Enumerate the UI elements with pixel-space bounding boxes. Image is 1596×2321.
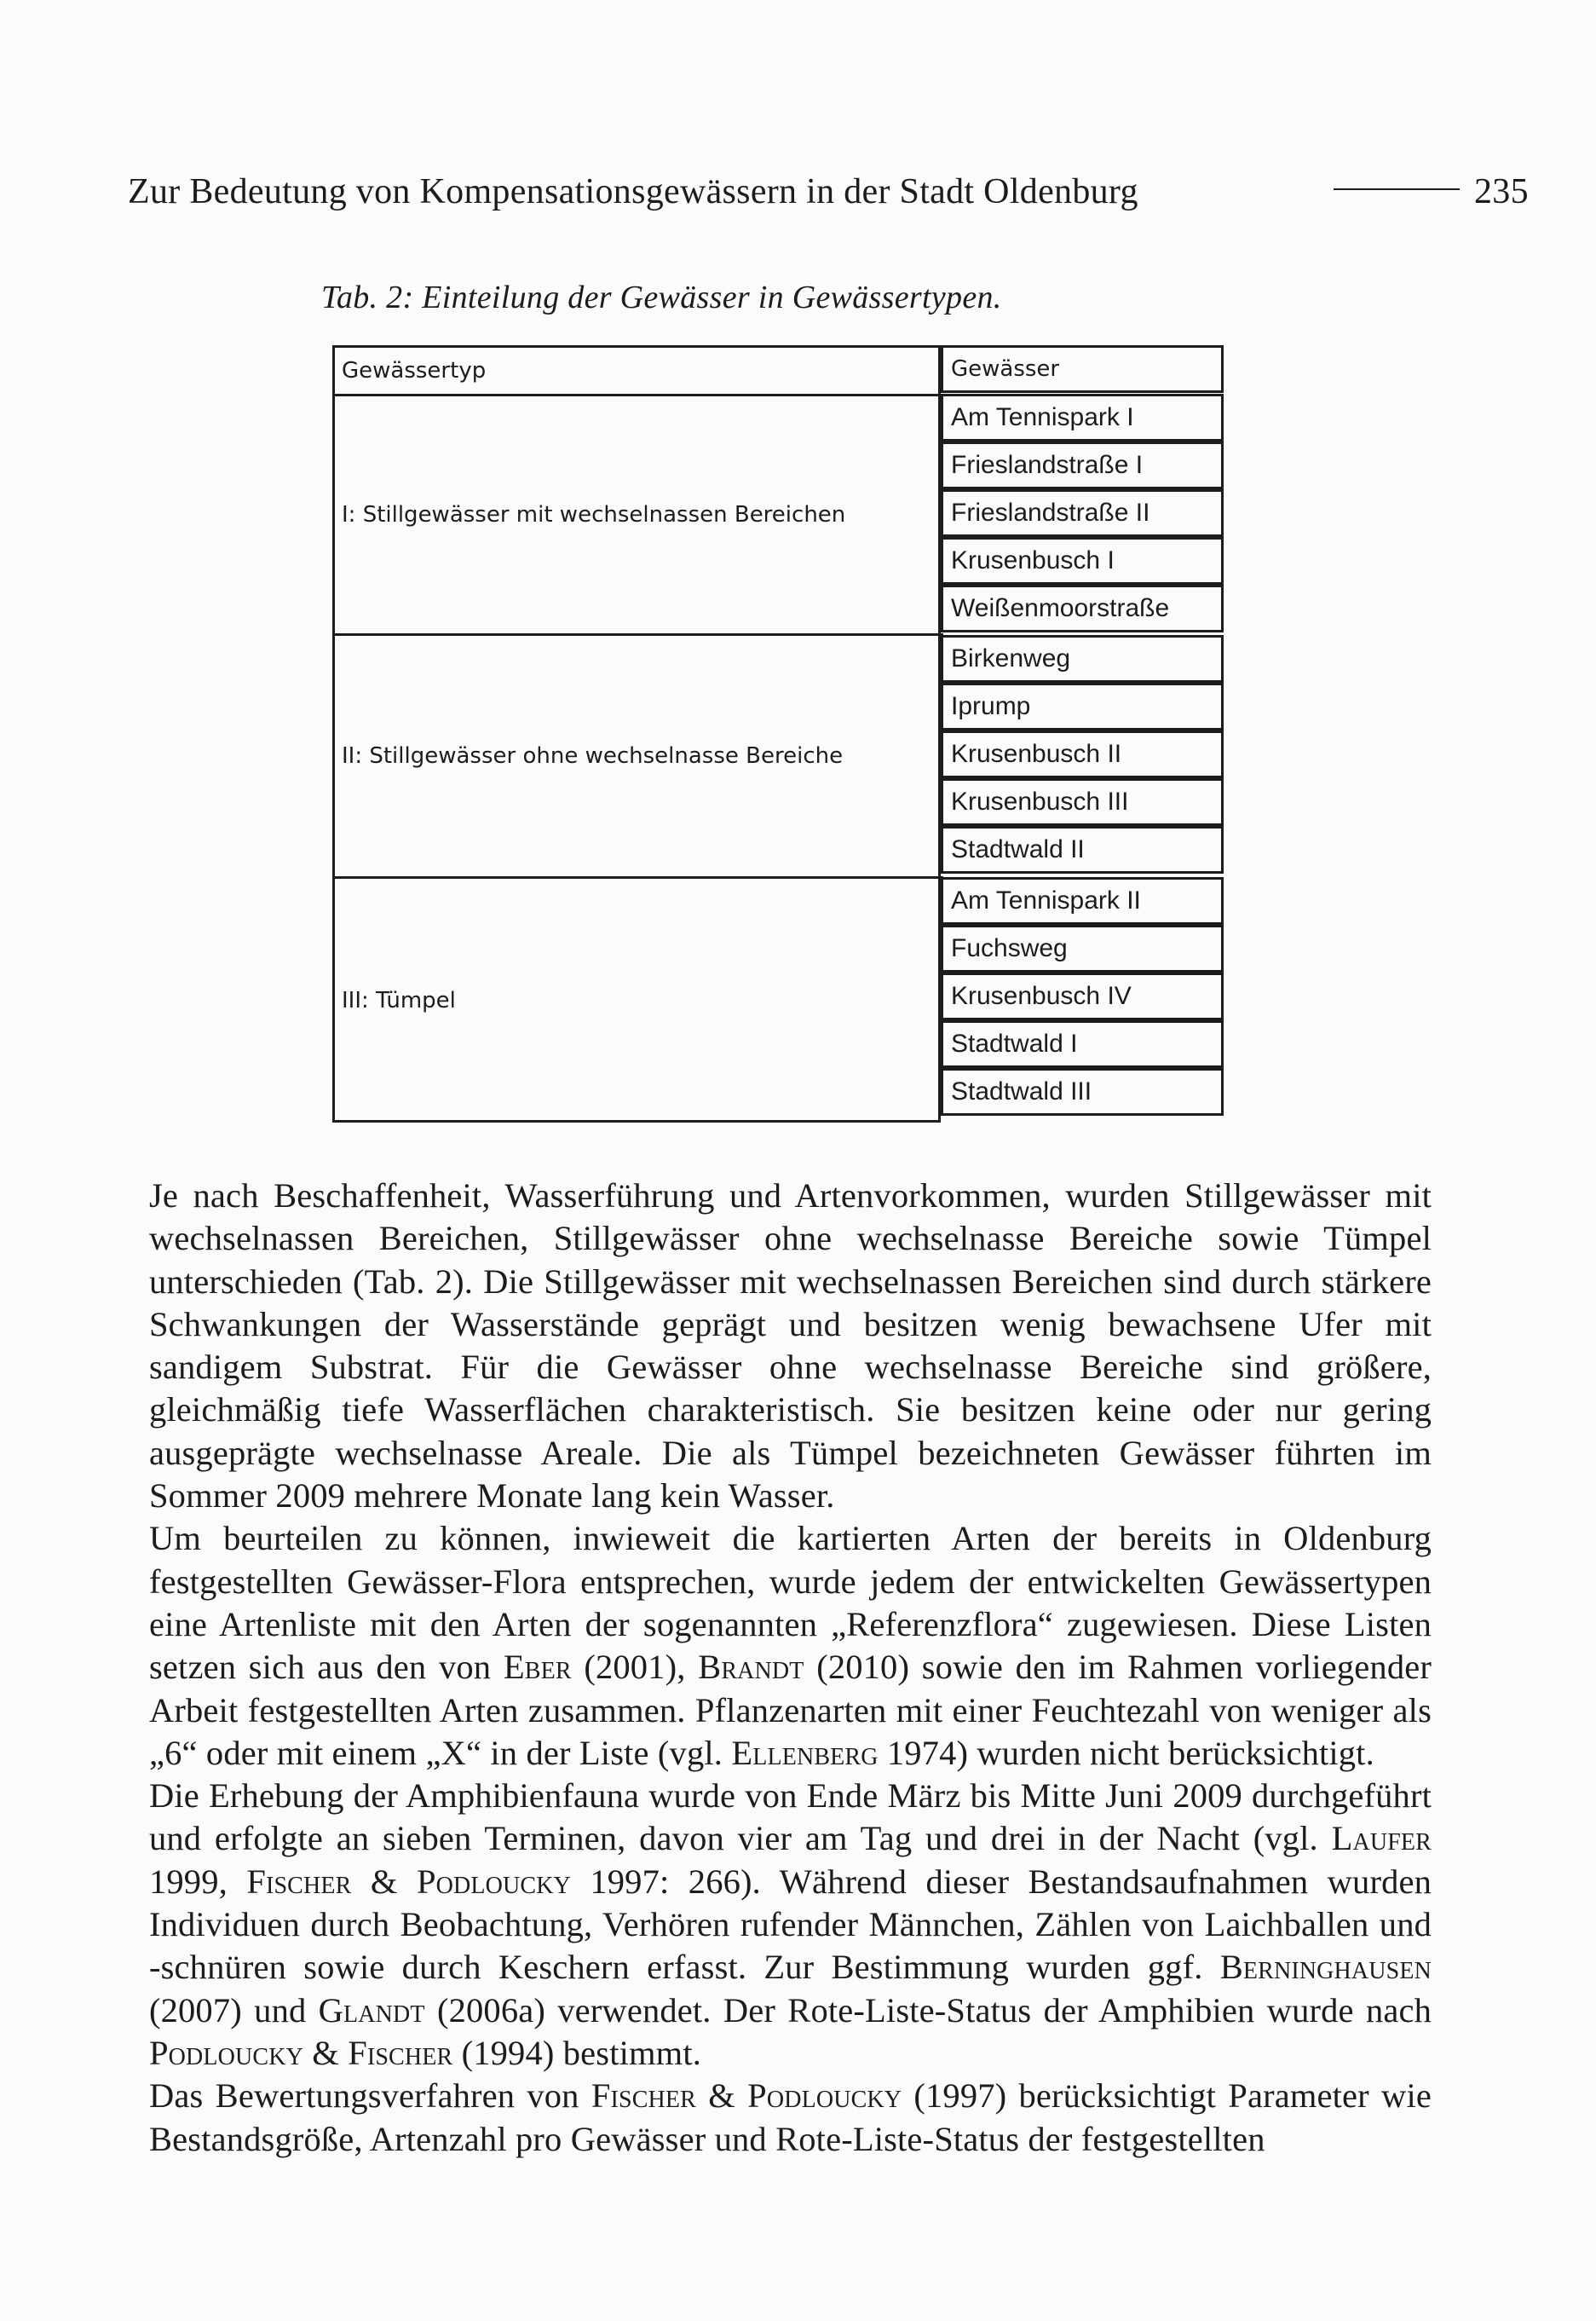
type-group-1 xyxy=(335,396,943,636)
water-cell: Birkenweg xyxy=(941,635,1224,683)
author-name: Ellenberg xyxy=(731,1733,879,1772)
water-cell: Krusenbusch I xyxy=(941,537,1224,585)
body-text xyxy=(149,1175,1432,2161)
water-cell: Krusenbusch II xyxy=(941,730,1224,778)
page-number: 235 xyxy=(1474,172,1529,211)
author-name: Podloucky xyxy=(416,1862,571,1901)
header-rule xyxy=(1334,188,1460,190)
text-run: (2007) und xyxy=(149,1990,319,2029)
water-cell: Frieslandstraße II xyxy=(941,489,1224,537)
text-run: (2001), xyxy=(571,1648,699,1687)
author-name: Fischer xyxy=(591,2076,696,2116)
table-caption: Tab. 2: Einteilung der Gewässer in Gewässertypen. xyxy=(321,280,1002,315)
type-group-label: I: Stillgewässer mit wechselnassen Bereichen xyxy=(342,502,846,528)
water-cell: Iprump xyxy=(941,683,1224,730)
text-run: Um beurteilen zu können, inwieweit die kartierten Arten der bereits in Oldenburg festgestellten Gewässer-Flora entsprechen, wurde jedem der entwickelten Gewässertypen eine Artenliste mit den Arten der sogenannten „Referenzflora“ zugewiesen. Diese Listen setzen sich aus den von xyxy=(149,1519,1432,1687)
text-run: Die Erhebung der Amphibienfauna wurde von Ende März bis Mitte Juni 2009 durchgeführt und erfolgte an sieben Terminen, davon vier am Tag und drei in der Nacht (vgl. xyxy=(149,1776,1432,1858)
water-cell: Am Tennispark II xyxy=(941,877,1224,925)
author-name: Eber xyxy=(503,1648,572,1687)
page-header xyxy=(128,166,1529,217)
running-title: Zur Bedeutung von Kompensationsgewässern in der Stadt Oldenburg xyxy=(128,172,1138,211)
type-column-frame xyxy=(332,345,941,1123)
water-cell: Weißenmoorstraße xyxy=(941,585,1224,632)
author-name: Laufer xyxy=(1331,1819,1432,1858)
water-column xyxy=(941,345,1224,1123)
text-run: (2006a) verwendet. Der Rote-Liste-Status der Amphibien wurde nach xyxy=(424,1990,1432,2029)
paragraph-3 xyxy=(149,1775,1432,2075)
author-name: Glandt xyxy=(318,1990,425,2029)
author-name: Fischer xyxy=(246,1862,352,1901)
water-cell: Am Tennispark I xyxy=(941,394,1224,442)
author-name: Berninghausen xyxy=(1219,1948,1432,1987)
water-cell: Krusenbusch III xyxy=(941,778,1224,826)
text-run: Das Bewertungsverfahren von xyxy=(149,2076,591,2116)
type-group-label: II: Stillgewässer ohne wechselnasse Bereiche xyxy=(342,743,844,769)
text-run: 1997: 266). Während dieser Bestandsaufnahmen wurden Individuen durch Beobachtung, Verhören rufender Männchen, Zählen von Laichballen und -schnüren sowie durch Keschern erfasst. Zur Bestimmung wurden ggf. xyxy=(149,1862,1432,1987)
paragraph-2 xyxy=(149,1517,1432,1775)
paragraph-1: Je nach Beschaffenheit, Wasserführung und Artenvorkommen, wurden Stillgewässer mit wechselnassen Bereichen, Stillgewässer ohne wechselnasse Bereiche sowie Tümpel unterschieden (Tab. 2). Die Stillgewässer mit wechselnassen Bereichen sind durch stärkere Schwankungen der Wasserstände geprägt und besitzen wenig bewachsene Ufer mit sandigem Substrat. Für die Gewässer ohne wechselnasse Bereiche sind größere, gleichmäßig tiefe Wasserflächen charakteristisch. Sie besitzen keine oder nur gering ausgeprägte wechselnasse Areale. Die als Tümpel bezeichneten Gewässer führten im Sommer 2009 mehrere Monate lang kein Wasser. xyxy=(149,1176,1432,1516)
type-group-3 xyxy=(335,879,943,1123)
water-cell: Stadtwald III xyxy=(941,1068,1224,1116)
text-run: (1994) bestimmt. xyxy=(452,2033,701,2072)
text-run: & xyxy=(351,1862,417,1901)
paragraph-4 xyxy=(149,2075,1432,2161)
author-name: Podloucky xyxy=(149,2033,303,2072)
author-name: Fischer xyxy=(348,2033,453,2072)
water-cell: Fuchsweg xyxy=(941,925,1224,973)
text-run: (1997) berücksichtigt Parameter wie Bestandsgröße, Artenzahl pro Gewässer und Rote-Liste-Status der festgestellten xyxy=(149,2076,1432,2158)
water-cell: Frieslandstraße I xyxy=(941,442,1224,489)
water-column-header: Gewässer xyxy=(941,345,1224,393)
text-run: 1999, xyxy=(149,1862,247,1901)
water-cell: Stadtwald I xyxy=(941,1020,1224,1068)
text-run: & xyxy=(302,2033,349,2072)
text-run: & xyxy=(696,2076,748,2116)
type-group-2 xyxy=(335,636,943,879)
type-column-header: Gewässertyp xyxy=(335,348,943,396)
text-run: 1974) wurden nicht berücksichtigt. xyxy=(878,1733,1374,1772)
text-run: (2010) sowie den im Rahmen vorliegender Arbeit festgestellten Arten zusammen. Pflanzenarten mit einer Feuchtezahl von weniger als „6“ oder mit einem „X“ in der Liste (vgl. xyxy=(149,1648,1432,1772)
type-group-label: III: Tümpel xyxy=(342,988,456,1013)
water-cell: Krusenbusch IV xyxy=(941,973,1224,1020)
water-cell: Stadtwald II xyxy=(941,826,1224,874)
author-name: Brandt xyxy=(698,1648,804,1687)
water-type-table xyxy=(332,345,1225,1123)
author-name: Podloucky xyxy=(747,2076,902,2116)
